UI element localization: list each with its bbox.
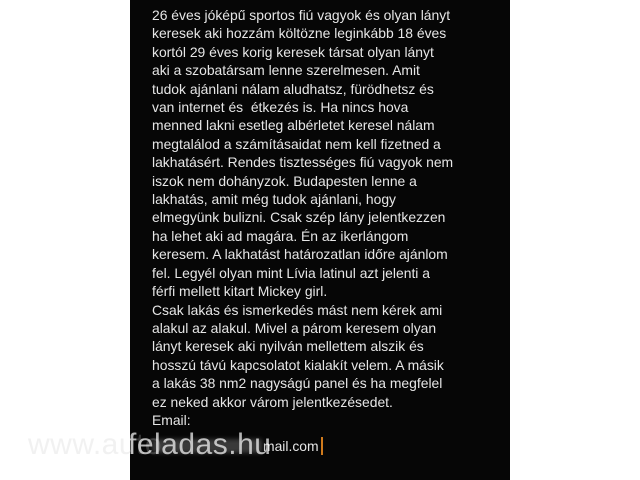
email-row[interactable] [152,436,323,456]
note-body-text: 26 éves jóképű sportos fiú vagyok és olyan lányt keresek aki hozzám költözne leginkább 18 éves kortól 29 éves korig keresek társat olyan lányt aki a szobatársam lenne szerelmesen. Amit tudok ajánlani nálam aludhatsz, fürödhetsz és van internet és étkezés is. Ha nincs hova menned lakni esetleg albérletet keresel nálam megtalálod a számításaidat nem kell fizetned a lakhatásért. Rendes tisztességes fiú vagyok nem iszok nem dohányzok. Budapesten lenne a lakhatás, amit még tudok ajánlani, hogy elmegyünk bulizni. Csak szép lány jelentkezzen ha lehet aki ad magára. Én az ikerlángom keresem. A lakhatást határozatlan időre ajánlom fel. Legyél olyan mint Lívia latinul azt jelenti a férfi mellett kitart Mickey girl. Csak lakás és ismerkedés mást nem kérek ami alakul az alakul. Mivel a párom keresem olyan lányt keresek aki nyilván mellettem alszik és hosszú távú kapcsolatot kialakít velem. A másik a lakás 38 nm2 nagyságú panel és ha megfelel ez neked akkor várom jelentkezésedet. Email: [152,7,454,428]
watermark-right-text: feladas.hu [128,428,272,461]
redacted-email-name [152,439,262,453]
text-cursor-icon [321,437,323,455]
email-domain-text: mail.com [263,437,319,454]
watermark-left-text: www.auto [28,428,163,461]
note-panel [130,0,510,480]
